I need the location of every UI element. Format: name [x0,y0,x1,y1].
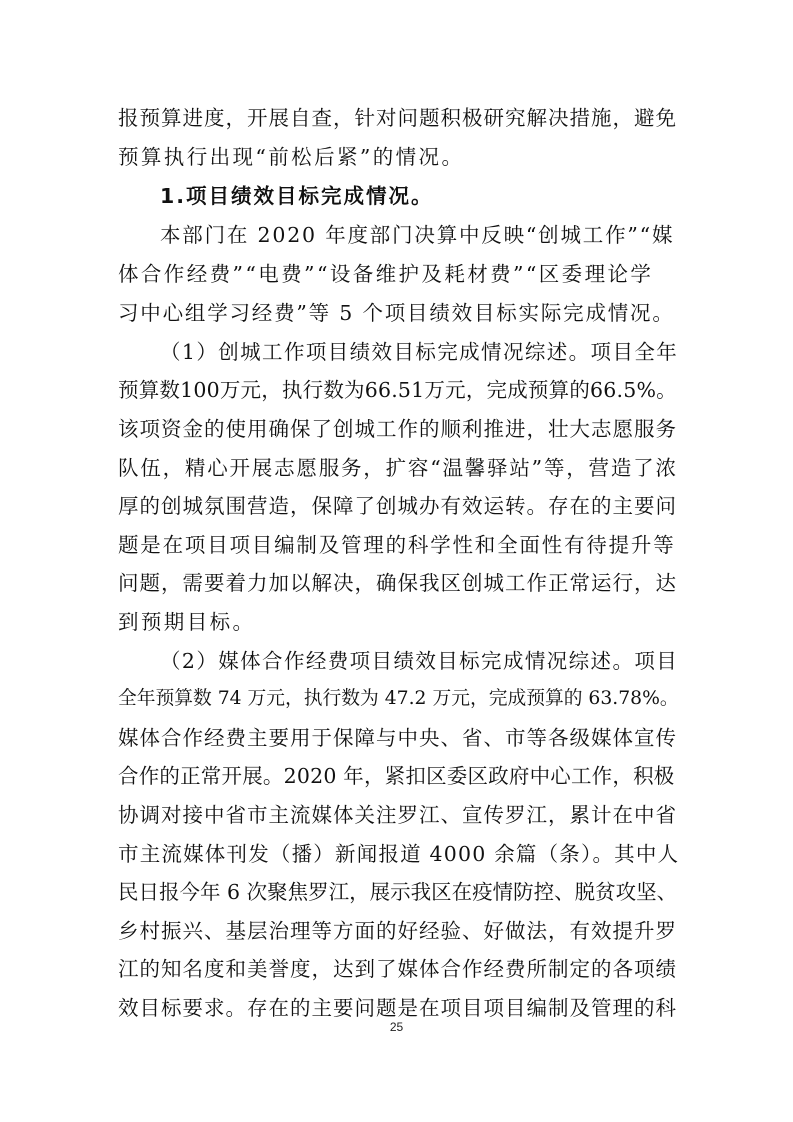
text-line: 该项资金的使用确保了创城工作的顺利推进，壮大志愿服务 [118,417,677,441]
text-line: 题是在项目项目编制及管理的科学性和全面性有待提升等 [118,533,676,557]
text-line: 队伍，精心开展志愿服务，扩容“温馨驿站”等，营造了浓 [118,456,678,480]
text-line: （2）媒体合作经费项目绩效目标完成情况综述。项目 [160,649,679,673]
text-line: 本部门在 2020 年度部门决算中反映“创城工作”“媒 [160,223,675,247]
text-line: 协调对接中省市主流媒体关注罗江、宣传罗江，累计在中省 [118,803,677,827]
text-line: 民日报今年 6 次聚焦罗江，展示我区在疫情防控、脱贫攻坚、 [118,880,678,904]
text-line: 市主流媒体刊发（播）新闻报道 4000 余篇（条）。其中人 [118,842,680,866]
text-line: 体合作经费”“电费”“设备维护及耗材费”“区委理论学 [118,262,654,286]
text-line: （1）创城工作项目绩效目标完成情况综述。项目全年 [160,340,679,364]
section-heading: 1.项目绩效目标完成情况。 [160,184,434,208]
text-line: 厚的创城氛围营造，保障了创城办有效运转。存在的主要问 [118,494,677,518]
text-line: 预算数100万元，执行数为66.51万元，完成预算的66.5%。 [118,378,677,402]
text-line: 效目标要求。存在的主要问题是在项目项目编制及管理的科 [118,996,677,1020]
page-number: 25 [389,1020,404,1034]
text-line: 问题，需要着力加以解决，确保我区创城工作正常运行，达 [118,571,677,595]
text-line: 预算执行出现“前松后紧”的情况。 [118,145,465,169]
text-line: 媒体合作经费主要用于保障与中央、省、市等各级媒体宣传 [118,726,677,750]
text-line: 江的知名度和美誉度，达到了媒体合作经费所制定的各项绩 [118,957,677,981]
text-line: 习中心组学习经费”等 5 个项目绩效目标实际完成情况。 [118,301,675,325]
text-line: 到预期目标。 [118,610,256,634]
text-line: 报预算进度，开展自查，针对问题积极研究解决措施，避免 [118,106,677,130]
text-line: 乡村振兴、基层治理等方面的好经验、好做法，有效提升罗 [118,919,677,943]
text-line: 合作的正常开展。2020 年，紧扣区委区政府中心工作，积极 [118,764,675,788]
text-line: 全年预算数 74 万元，执行数为 47.2 万元，完成预算的 63.78%。 [118,688,679,709]
